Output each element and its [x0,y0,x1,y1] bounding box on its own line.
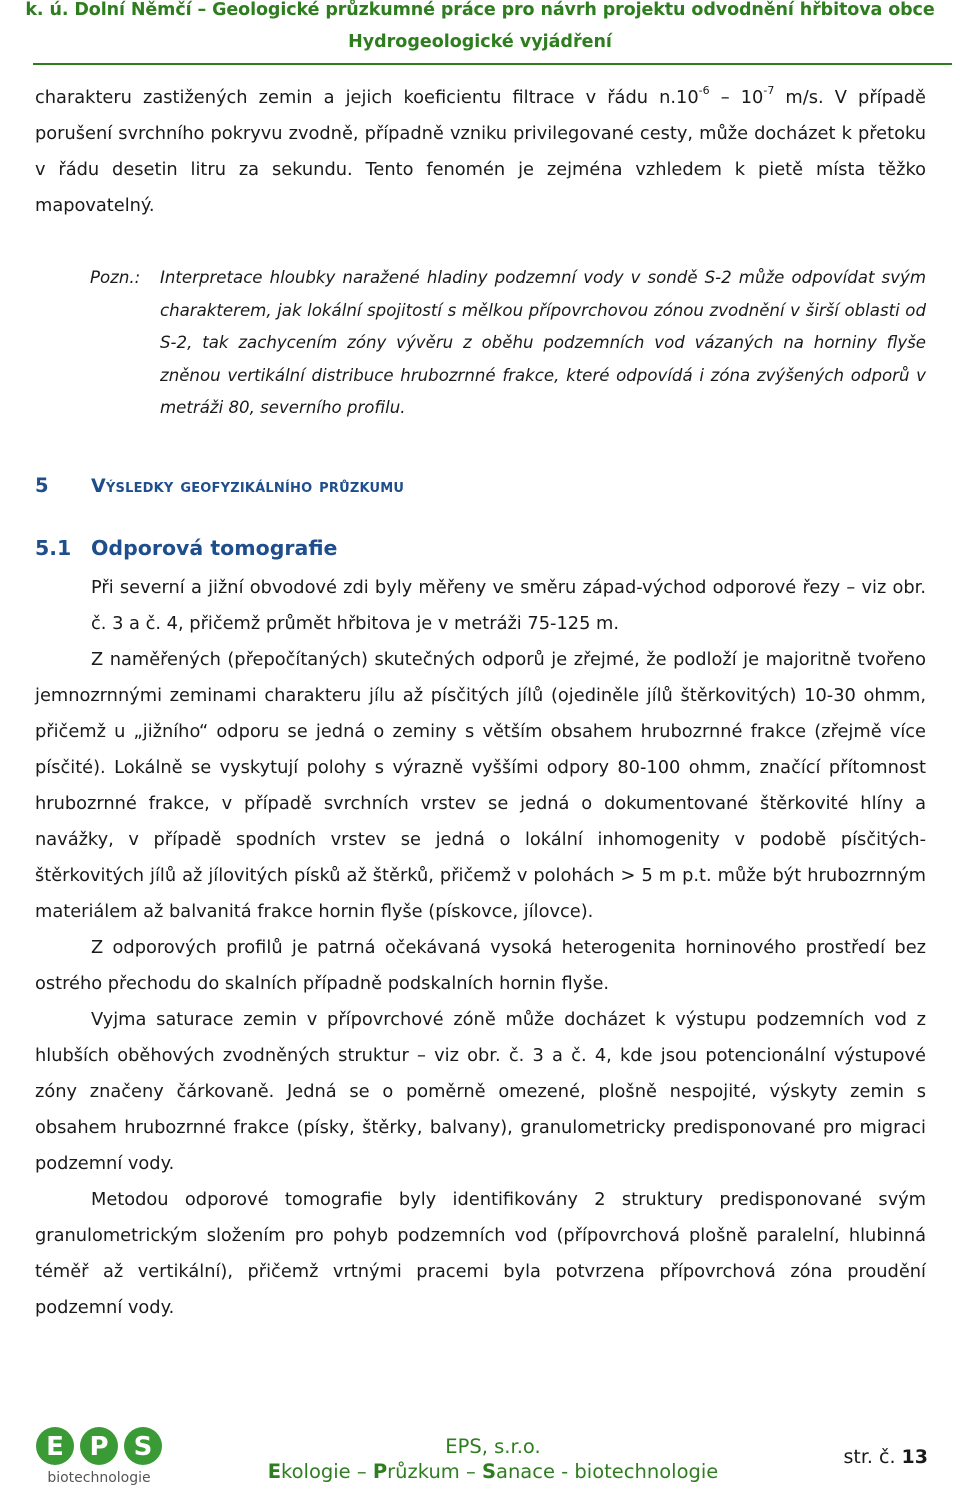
svg-text:S: S [133,1432,153,1462]
intro-paragraph: charakteru zastižených zemin a jejich koeficientu filtrace v řádu $n.10^{-6} - 10^{-7}$ m/s. V případě porušení svrchního pokryvu zvodně, případně vzniku privilegované cesty, může docházet k přetoku v řádu desetin litru za sekundu. Tento fenomén je zejména vzhledem k pietě místa těžko mapovatelný. [35,84,926,216]
eps-logo [35,1425,163,1487]
page-number: str. č. 13 [843,1446,928,1468]
section-heading-5-1: 5.1 Odporová tomografie [35,536,338,560]
svg-text:P: P [89,1432,109,1462]
header-divider [33,63,952,65]
page-header [0,0,960,52]
paragraph-3: Z odporových profilů je patrná očekávaná vysoká heterogenita horninového prostředí bez ostrého přechodu do skalních případně podskalních hornin flyše. [35,937,926,994]
paragraph-1: Při severní a jižní obvodové zdi byly měřeny ve směru západ-východ odporové řezy – viz obr. č. 3 a č. 4, přičemž průmět hřbitova je v metráži 75-125 m. [91,577,926,634]
footer-company [258,1434,728,1484]
paragraph-5: Metodou odporové tomografie byly identifikovány 2 struktury predisponované svým granulometrickým složením pro pohyb podzemních vod (přípovrchová plošně paralelní, hlubinná téměř až vertikální), přičemž vrtnými pracemi byla potvrzena přípovrchová zóna proudění podzemní vody. [35,1189,926,1318]
note-block [90,262,926,425]
section-body [35,570,926,1326]
company-tagline: Ekologie – Průzkum – Sanace - biotechnologie [267,1460,719,1483]
header-title: k. ú. Dolní Němčí – Geologické průzkumné práce pro návrh projektu odvodnění hřbitova obce [25,0,935,20]
note-text: Interpretace hloubky naražené hladiny podzemní vody v sondě S-2 může odpovídat svým charakterem, jak lokální spojitostí s mělkou přípovrchovou zónou zvodnění v širší oblasti od S-2, tak zachycením zóny vývěru z oběhu podzemních vod vázaných na horniny flyše zněnou vertikální distribuce hrubozrnné frakce, které odpovídá i zóna zvýšených odporů v metráži 80, severního profilu. [160,268,926,418]
section-heading-5: 5 Výsledky geofyzikálního průzkumu [35,474,405,497]
note-label: Pozn.: [90,268,141,287]
paragraph-2: Z naměřených (přepočítaných) skutečných odporů je zřejmé, že podloží je majoritně tvořeno jemnozrnnými zeminami charakteru jílu až písčitých jílů (ojediněle jílů štěrkovitých) 10-30 ohmm, přičemž u „jižního“ odporu se jedná o zeminy s větším obsahem hrubozrnné frakce (zřejmě více písčité). Lokálně se vyskytují polohy s výrazně vyššími odpory 80-100 ohmm, značící přítomnost hrubozrnné frakce, v případě svrchních vrstev se jedná o dokumentované štěrkovité hlíny a navážky, v případě spodních vrstev se jedná o lokální inhomogenity v podobě písčitých-štěrkovitých jílů až jílovitých písků až štěrků, přičemž v polohách > 5 m p.t. může být hrubozrnným materiálem až balvanitá frakce hornin flyše (pískovce, jílovce). [35,649,926,922]
svg-text:biotechnologie: biotechnologie [47,1470,151,1486]
header-subtitle: Hydrogeologické vyjádření [348,32,612,52]
svg-text:E: E [46,1432,64,1462]
paragraph-4: Vyjma saturace zemin v přípovrchové zóně může docházet k výstupu podzemních vod z hlubších oběhových zvodněných struktur – viz obr. č. 3 a č. 4, kde jsou potencionální výstupové zóny značeny čárkovaně. Jedná se o poměrně omezené, plošně nespojité, výskyty zemin s obsahem hrubozrnné frakce (písky, štěrky, balvany), granulometricky predisponované pro migraci podzemní vody. [35,1009,926,1174]
company-name: EPS, s.r.o. [445,1435,541,1458]
